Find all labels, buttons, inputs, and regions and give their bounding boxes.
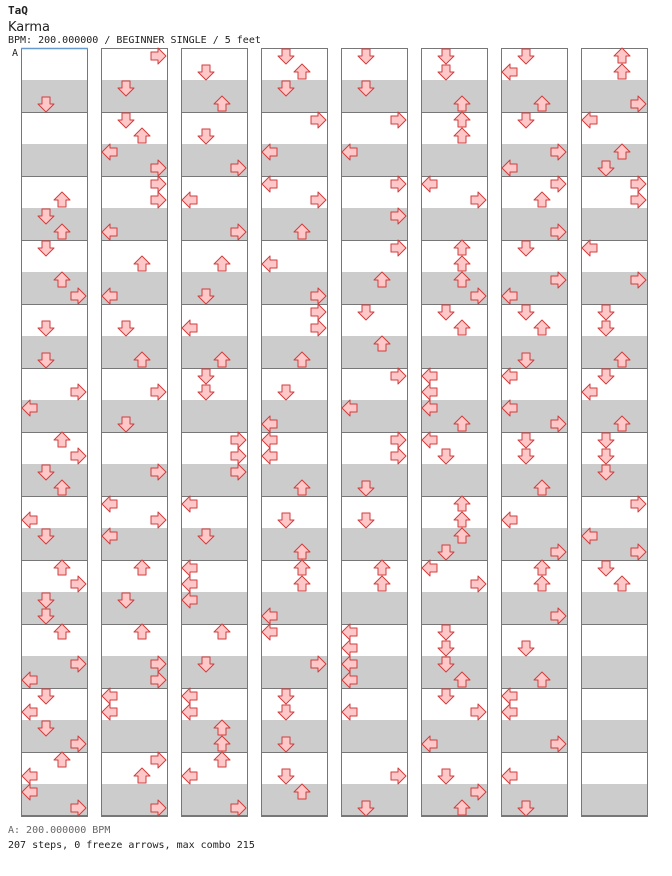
beat-stripe <box>341 272 408 304</box>
beat-stripe <box>421 464 488 496</box>
beat-stripe <box>341 592 408 624</box>
beat-stripe <box>101 80 168 112</box>
beat-stripe <box>421 336 488 368</box>
bpm-marker-label: A <box>12 48 19 59</box>
beat-stripe <box>421 592 488 624</box>
beat-stripe <box>421 528 488 560</box>
beat-stripe <box>21 336 88 368</box>
beat-stripe <box>261 784 328 816</box>
beat-stripe <box>501 784 568 816</box>
beat-stripe <box>581 144 648 176</box>
beat-stripe <box>581 336 648 368</box>
beat-stripe <box>341 336 408 368</box>
beat-stripe <box>581 592 648 624</box>
beat-stripe <box>261 336 328 368</box>
beat-stripe <box>21 464 88 496</box>
beat-stripe <box>181 720 248 752</box>
beat-stripe <box>421 208 488 240</box>
beat-stripe <box>101 336 168 368</box>
beat-stripe <box>581 208 648 240</box>
beat-stripe <box>261 528 328 560</box>
step-stats: 207 steps, 0 freeze arrows, max combo 215 <box>8 840 255 851</box>
beat-stripe <box>21 528 88 560</box>
bpm-legend: A: 200.000000 BPM <box>8 825 111 836</box>
beat-stripe <box>21 144 88 176</box>
beat-stripe <box>421 656 488 688</box>
beat-stripe <box>21 592 88 624</box>
beat-stripe <box>261 720 328 752</box>
beat-stripe <box>181 336 248 368</box>
beat-stripe <box>581 656 648 688</box>
beat-stripe <box>181 80 248 112</box>
beat-stripe <box>261 80 328 112</box>
beat-stripe <box>341 80 408 112</box>
beat-stripe <box>101 592 168 624</box>
beat-stripe <box>181 272 248 304</box>
beat-stripe <box>341 784 408 816</box>
artist-name: TaQ <box>8 4 28 17</box>
chart-info: BPM: 200.000000 / BEGINNER SINGLE / 5 feet <box>8 35 261 46</box>
beat-stripe <box>181 656 248 688</box>
song-title: Karma <box>8 20 51 35</box>
beat-stripe <box>581 464 648 496</box>
beat-stripe <box>261 464 328 496</box>
beat-stripe <box>341 528 408 560</box>
beat-stripe <box>581 784 648 816</box>
beat-stripe <box>501 80 568 112</box>
beat-stripe <box>181 400 248 432</box>
beat-stripe <box>421 80 488 112</box>
beat-stripe <box>581 720 648 752</box>
beat-stripe <box>181 528 248 560</box>
beat-stripe <box>101 720 168 752</box>
beat-stripe <box>581 400 648 432</box>
beat-stripe <box>501 336 568 368</box>
beat-stripe <box>101 400 168 432</box>
beat-stripe <box>261 208 328 240</box>
beat-stripe <box>501 464 568 496</box>
beat-stripe <box>341 720 408 752</box>
beat-stripe <box>21 208 88 240</box>
beat-stripe <box>421 144 488 176</box>
beat-stripe <box>341 464 408 496</box>
beat-stripe <box>21 80 88 112</box>
beat-stripe <box>501 656 568 688</box>
